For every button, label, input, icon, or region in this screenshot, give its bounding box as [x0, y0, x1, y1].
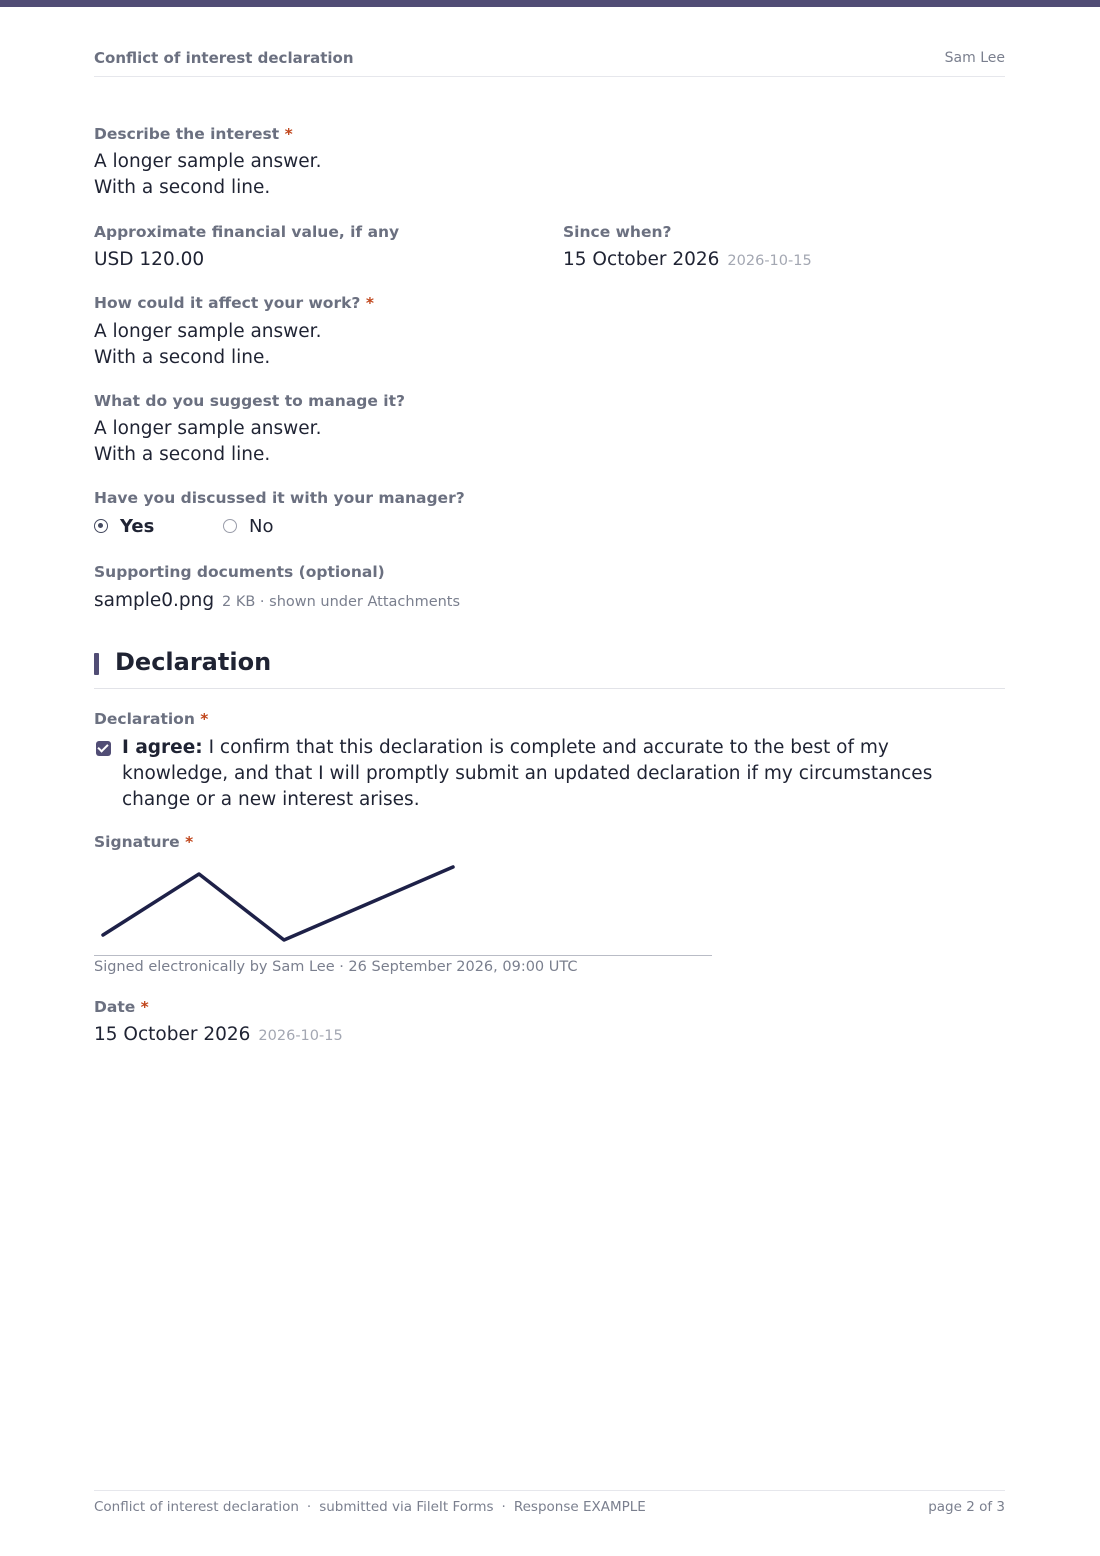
value-line: A longer sample answer. [94, 321, 322, 342]
running-header [94, 48, 1005, 77]
field-value-date [94, 1022, 343, 1049]
field-value-since-when [563, 247, 812, 274]
required-mark: * [365, 294, 374, 312]
footer-form-title: Conflict of interest declaration [94, 1499, 299, 1515]
footer-page-number: page 2 of 3 [928, 1499, 1005, 1515]
page-footer [94, 1490, 1005, 1521]
label-text: Date [94, 998, 136, 1016]
top-accent-bar [0, 0, 1100, 7]
footer-submitted-via: submitted via FileIt Forms [319, 1499, 494, 1515]
radio-option-yes[interactable] [94, 514, 174, 540]
label-text: Describe the interest [94, 125, 280, 143]
iso-date: 2026-10-15 [727, 253, 812, 269]
agree-label: I agree: [122, 737, 203, 758]
radio-label: No [249, 516, 274, 537]
field-label-discussed-manager: Have you discussed it with your manager? [94, 489, 465, 507]
attachment-file-name[interactable]: sample0.png [94, 590, 215, 611]
signature-baseline [94, 955, 712, 956]
date-text: 15 October 2026 [94, 1024, 251, 1045]
field-label-supporting-docs: Supporting documents (optional) [94, 563, 385, 581]
value-line: With a second line. [94, 444, 271, 465]
field-value-describe-interest [94, 149, 321, 201]
value-line: A longer sample answer. [94, 418, 322, 439]
value-line: A longer sample answer. [94, 151, 322, 172]
radio-option-no[interactable] [223, 514, 293, 540]
radio-unselected-icon [223, 519, 237, 533]
field-value-manage-it [94, 416, 321, 468]
radio-selected-icon [94, 519, 108, 533]
signature-caption: Signed electronically by Sam Lee · 26 September 2026, 09:00 UTC [94, 959, 578, 975]
required-mark: * [284, 125, 293, 143]
section-heading-declaration [94, 650, 1005, 689]
section-accent-bar [94, 653, 99, 675]
field-value-financial-value: USD 120.00 [94, 249, 205, 270]
field-label-since-when: Since when? [563, 223, 672, 241]
attachment-meta: 2 KB · shown under Attachments [222, 594, 461, 610]
iso-date: 2026-10-15 [258, 1028, 343, 1044]
footer-separator: · [501, 1499, 506, 1515]
field-label-date [94, 998, 149, 1016]
field-label-describe-interest [94, 125, 293, 143]
field-value-affect-work [94, 319, 321, 371]
value-line: With a second line. [94, 177, 271, 198]
field-value-supporting-docs [94, 588, 460, 615]
declaration-statement [122, 735, 982, 813]
statement-text: I confirm that this declaration is complete and accurate to the best of my knowledge, and that I will promptly submit an updated declaration if my circumstances change or a new interest arises. [122, 737, 933, 810]
required-mark: * [200, 710, 209, 728]
date-text: 15 October 2026 [563, 249, 720, 270]
value-line: With a second line. [94, 347, 271, 368]
signature-stroke [103, 867, 453, 940]
footer-response: Response EXAMPLE [513, 1499, 646, 1515]
header-user-name: Sam Lee [944, 50, 1005, 66]
field-label-signature [94, 833, 193, 851]
signature-image [94, 860, 714, 955]
label-text: Declaration [94, 710, 195, 728]
field-label-declaration [94, 710, 208, 728]
field-label-manage-it: What do you suggest to manage it? [94, 392, 405, 410]
required-mark: * [185, 833, 194, 851]
radio-label: Yes [120, 516, 155, 537]
label-text: Signature [94, 833, 180, 851]
label-text: How could it affect your work? [94, 294, 361, 312]
checkbox-checked-icon[interactable] [96, 741, 111, 756]
required-mark: * [140, 998, 149, 1016]
field-label-financial-value: Approximate financial value, if any [94, 223, 400, 241]
section-title: Declaration [115, 648, 272, 676]
footer-separator: · [306, 1499, 312, 1515]
field-label-affect-work [94, 294, 374, 312]
footer-info [94, 1499, 646, 1515]
header-form-title: Conflict of interest declaration [94, 49, 354, 67]
